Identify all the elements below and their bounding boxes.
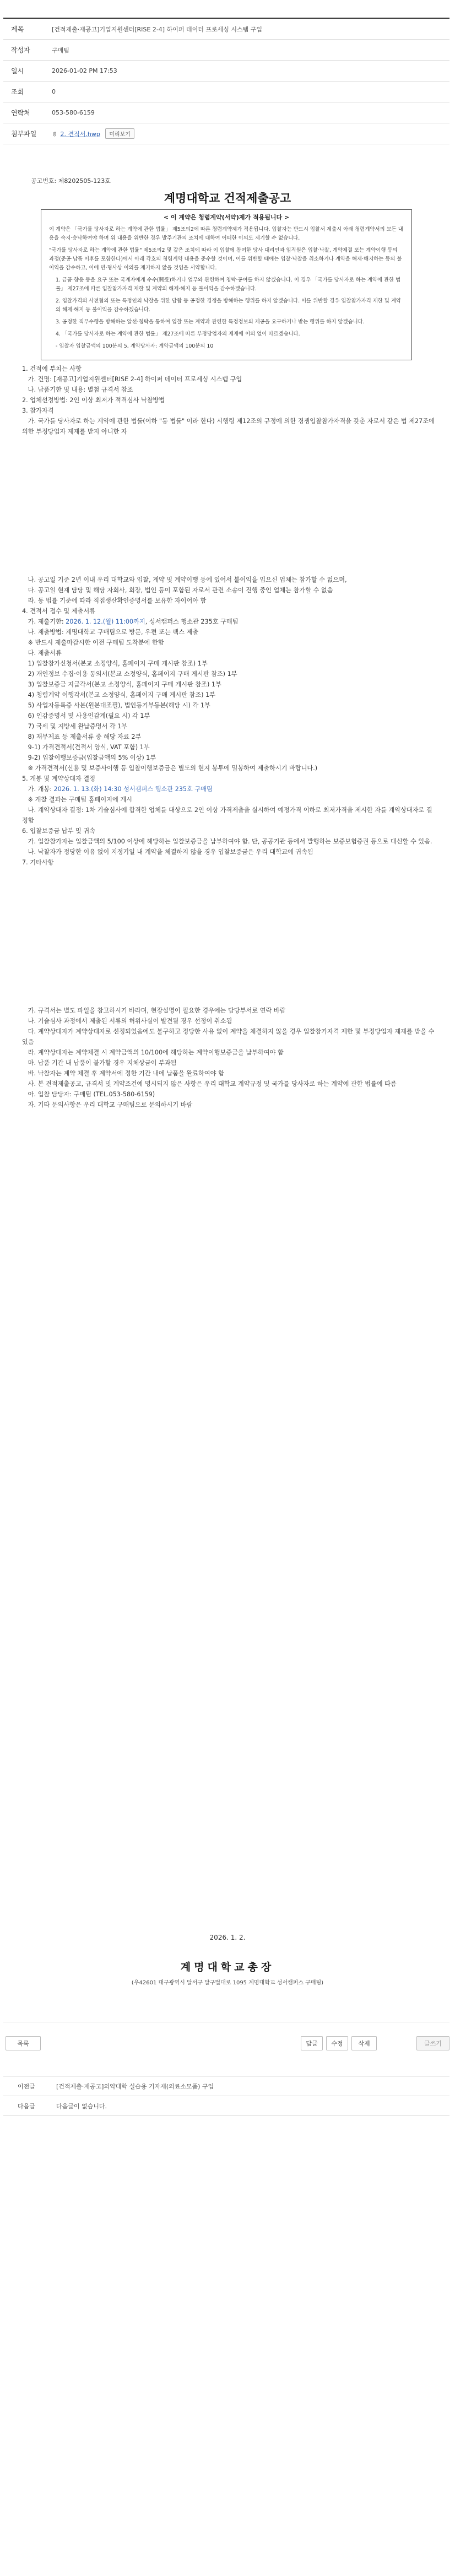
section-4-intro: 4. 견적서 접수 및 제출서류 가. 제출기한: (22, 608, 95, 625)
author-label: 작성자 (11, 46, 30, 54)
delete-button[interactable]: 삭제 (351, 2036, 377, 2050)
attachment-label: 첨부파일 (11, 130, 37, 138)
announcement-number: 공고번호: 제8202505-123호 (31, 177, 111, 185)
edit-button[interactable]: 수정 (326, 2036, 348, 2050)
attachment-file-link[interactable]: 2. 견적서.hwp (60, 131, 100, 138)
notice-heading: < 이 계약은 청렴계약(서약)제가 적용됩니다 > (163, 214, 290, 221)
document-body (22, 364, 435, 1110)
issuer-name: 계명대학교총장 (180, 1961, 275, 1973)
title-row (3, 19, 449, 40)
section-4 (22, 606, 435, 773)
title-label: 제목 (11, 25, 24, 33)
contact-row (3, 102, 449, 123)
section-7-items: 가. 규격서는 별도 파일을 참고하시기 바라며, 현장설명이 필요한 경우에는 담당부서로 연락 바람 나. 기술심사 과정에서 제출된 서류의 허위사실이 발견될 경우 선정이 취소됨 다. 계약상대자가 계약상대자로 선정되었음에도 불구하고 정당한 사유 없이 계약을 체결하지 않을 경우 입찰참가자격 제한 및 부정당업자 제재를 받을 수 있음 라. 계약상대자는 계약체결 시 계약금액의 10/100에 해당하는 계약이행보증금을 납부하여야 함 마. 납품 기간 내 납품이 불가할 경우 지체상금이 부과됨 바. 낙찰자는 계약 체결 후 계약서에 정한 기간 내에 납품을 완료하여야 함 사. 본 견적제출공고, 규격서 및 계약조건에 명시되지 않은 사항은 우리 대학교 계약규정 및 국가를 당사자로 하는 계약에 관한 법률에 따름 아. 입찰 담당자: 구매팀 (TEL.053-580-6159) 자. 기타 문의사항은 우리 대학교 구매팀으로 문의하시기 바람 (22, 1007, 435, 1108)
section-1: 1. 건적에 부치는 사항 가. 건명: [재공고]기업지원센터[RISE 2-4] 하이퍼 데이터 프로세싱 시스템 구입 나. 납품기한 및 내용: 별첨 규격서 참조 (22, 365, 242, 393)
views-row (3, 82, 449, 102)
prev-post-row[interactable] (3, 2076, 449, 2096)
document-title: 계명대학교 건적제출공고 (164, 192, 291, 205)
document-date: 2026. 1. 2. (209, 1934, 246, 1941)
next-post-row (3, 2096, 449, 2116)
body-spacer (22, 437, 435, 575)
prev-next-table (3, 2076, 449, 2116)
section-4-details: , 성서캠퍼스 행소관 235호 구매팀 나. 제출방법: 계명대학교 구매팀으로 방문, 우편 또는 팩스 제출 ※ 반드시 제출마감시한 이전 구매팀 도착분에 한함 다. 제출서류 1) 입찰참가신청서(본교 소정양식, 홈페이지 구매 게시판 참조) 1부 2) 개인정보 수집·이용 동의서(본교 소정양식, 홈페이지 구매 게시판 참조) 1부 3) 입찰보증금 지급각서(본교 소정양식, 홈페이지 구매 게시판 참조) 1부 4) 청렴계약 이행각서(본교 소정양식, 홈페이지 구매 게시판 참조) 1부 5) 사업자등록증 사본(원본대조필), 법인등기부등본(해당 시) 각 1부 6) 인감증명서 및 사용인감계(필요 시) 각 1부 7) 국세 및 지방세 완납증명서 각 1부 8) 재무제표 등 제출서류 중 해당 자료 2부 9-1) 가격견적서(견적서 양식, VAT 포함) 1부 9-2) 입찰이행보증금(입찰금액의 5% 이상) 1부 ※ 가격견적서(신용 및 보증사이행 등 입찰이행보증금은 별도의 현지 봉투에 밀봉하여 제출하시기 바랍니다.) (28, 618, 318, 772)
views-value: 0 (52, 88, 56, 95)
date-row (3, 61, 449, 82)
opening-datetime: 2026. 1. 13.(화) 14:30 성서캠퍼스 행소관 235호 구매팀 (53, 786, 213, 793)
reply-button[interactable]: 답글 (301, 2036, 323, 2050)
contact-label: 연락처 (11, 109, 30, 117)
contact-value: 053-580-6159 (52, 109, 95, 116)
issuer-address: (우42601 대구광역시 달서구 달구벌대로 1095 계명대학교 성서캠퍼스 구매팀) (131, 1980, 324, 1986)
author-row (3, 40, 449, 61)
section-5-intro: 5. 개봉 및 계약상대자 결정 가. 개봉: (22, 775, 95, 793)
section-6: 6. 입찰보증금 납부 및 귀속 가. 입찰참가자는 입찰금액의 5/100 이상에 해당하는 입찰보증금을 납부하여야 함. 단, 공공기관 등에서 발행하는 보증보험증권 등으로 대신할 수 있음. 나. 낙찰자가 정당한 이유 없이 지정기일 내 계약을 체결하지 않을 경우 입찰보증금은 우리 대학교에 귀속됨 (22, 827, 432, 856)
notice-item-4: 4. 「국가를 당사자로 하는 계약에 관한 법률」 제27조에 따른 부정당업자의 제재에 이의 없이 따르겠습니다. (56, 331, 300, 337)
notice-paragraph-2: "국가를 당사자로 하는 계약에 관한 법률" 제5조의2 및 같은 조치에 따라 이 입찰에 참여한 당사 대리인과 임직원은 입찰·낙찰, 계약체결 또는 계약이행 등의 과정(준공·납품 이후를 포함한다)에서 아래 각호의 청렴계약 내용을 준수할 것이며, 이를 위반할 때에는 입찰·낙찰을 취소하거나 계약을 해제·해지하는 등의 불이익을 감수하고, 이에 민·형사상 이의를 제기하지 않을 것임을 서약합니다. (49, 247, 402, 271)
section-5 (22, 773, 435, 826)
write-button[interactable]: 글쓰기 (416, 2036, 449, 2050)
next-post-label: 다음글 (18, 2102, 35, 2110)
section-2: 2. 업체선정방법: 2인 이상 최저가 적격심사 낙찰방법 (22, 397, 165, 404)
notice-paragraph-1: 이 계약은 「국가를 당사자로 하는 계약에 관한 법률」 제5조의2에 따른 청렴계약제가 적용됩니다. 입찰자는 반드시 입찰서 제출시 아래 청렴계약서의 모든 내용을 숙지·승낙하여야 하며 위 내용을 위반한 경우 발주기관의 조치에 대하여 어떠한 이의도 제기할 수 없습니다. (49, 226, 403, 241)
section-5-details: ※ 개찰 결과는 구매팀 홈페이지에 게시 나. 계약상대자 결정: 1차 기술심사에 합격한 업체를 대상으로 2인 이상 가격제출을 실시하여 예정가격 이하로 최저가격을 제시한 자를 계약상대자로 결정함 (22, 796, 432, 824)
prev-post-label: 이전글 (18, 2082, 35, 2090)
section-7: 7. 기타사항 (22, 859, 54, 866)
section-3-continued: 나. 공고일 기준 2년 이내 우리 대학교와 입찰, 계약 및 계약이행 등에 있어서 불이익을 입으신 업체는 참가할 수 없으며, 다. 공고일 현재 담당 및 해당 자회사, 회장, 법인 등이 포함된 자로서 관련 소송이 진행 중인 업체는 참가할 수 없음 라. 동 법률 기준에 따라 직접생산확인증명서를 보유한 자이어야 함 (28, 576, 347, 604)
notice-item-2: 2. 입찰가격의 사전협의 또는 특정인의 낙찰을 위한 담합 등 공정한 경쟁을 방해하는 행위를 하지 않겠습니다. 이를 위반할 경우 입찰참가자격 제한 및 계약의 해제·해지 등 불이익을 감수하겠습니다. (56, 298, 401, 313)
preview-button[interactable]: 미리보기 (105, 128, 134, 139)
notice-item-1: 1. 금품·향응 등을 요구 또는 국계자에게 수수(興受)하거나 업무와 관련하여 청탁·공여를 하지 않겠습니다. 이 경우 「국가를 당사자로 하는 계약에 관한 법률」 제27조에 따른 입찰참가자격 제한 및 계약의 해제·해지 등 불이익을 감수하겠습니다. (56, 277, 401, 292)
submission-deadline: 2026. 1. 12.(월) 11:00까지 (66, 618, 145, 625)
body-spacer-2 (22, 868, 435, 1005)
notice-item-3: 3. 공정한 직무수행을 방해하는 알선·청탁을 통하여 입찰 또는 계약과 관련한 특정정보의 제공을 요구하거나 받는 행위를 하지 않겠습니다. (56, 319, 365, 325)
list-button[interactable]: 목록 (6, 2036, 41, 2050)
next-post-value: 다음글이 없습니다. (56, 2102, 107, 2110)
prev-post-link[interactable]: [건적제출·재공고]의약대학 실습용 기자재(의료소모품) 구입 (56, 2082, 214, 2090)
notice-item-5: - 입찰자 입찰금액의 100분의 5, 계약당사자: 계약금액의 100분의 10 (56, 343, 214, 349)
paperclip-icon (52, 131, 57, 137)
date-label: 일시 (11, 67, 24, 75)
section-3: 3. 참가자격 가. 국가를 당사자로 하는 계약에 관한 법률(이하 "동 법률" 이라 한다) 시행령 제12조의 규정에 의한 경쟁입찰참가자격을 갖춘 자로서 같은 법 제27조에 의한 부정당업자 제재를 받지 아니한 자 (22, 407, 435, 435)
author-value: 구매팀 (52, 46, 69, 54)
post-info-table (3, 18, 449, 144)
attachment-row (3, 123, 449, 144)
views-label: 조회 (11, 88, 24, 96)
attachment-value (45, 128, 449, 139)
title-value: [건적제출·재공고]기업지원센터[RISE 2-4] 하이퍼 데이터 프로세싱 시스템 구입 (52, 25, 262, 33)
date-value: 2026-01-02 PM 17:53 (52, 67, 117, 74)
integrity-notice-box (41, 209, 412, 360)
